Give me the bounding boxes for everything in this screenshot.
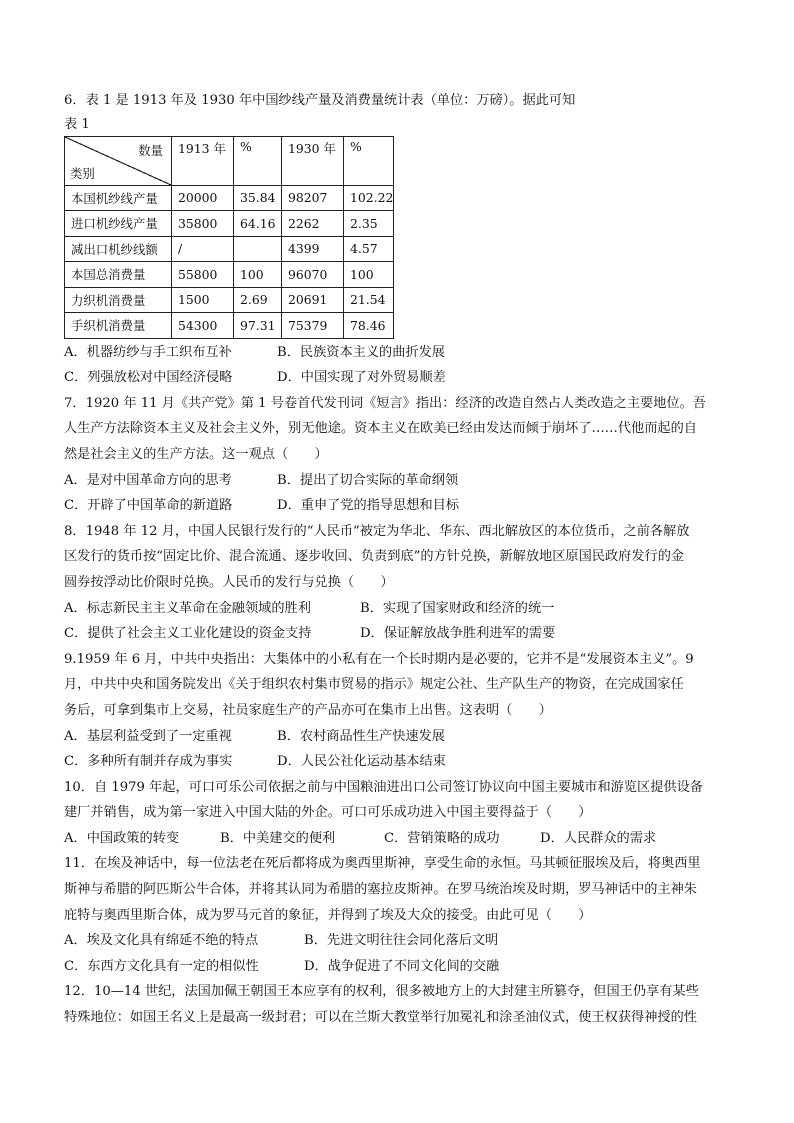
q11-option-c[interactable]: C．东西方文化具有一定的相似性 — [64, 958, 259, 974]
q9-option-a[interactable]: A．基层利益受到了一定重视 — [64, 728, 232, 744]
cell: 2.69 — [234, 287, 282, 313]
corner-label-quantity: 数量 — [138, 142, 163, 158]
table-row — [65, 236, 394, 262]
q10-options-row — [64, 826, 734, 852]
q6-stem: 6．表 1 是 1913 年及 1930 年中国纱线产量及消费量统计表（单位：万磅）。据此可知 — [64, 93, 576, 108]
q7-stem-line: 7．1920 年 11 月《共产党》第 1 号卷首代发刊词《短言》指出：经济的改造自然占人类改造之主要地位。吾 — [64, 395, 706, 411]
table-row — [65, 287, 394, 313]
q8-options-row2 — [64, 621, 734, 647]
exam-page — [64, 88, 734, 1031]
yarn-table — [64, 136, 394, 339]
q9-option-d[interactable]: D．人民公社化运动基本结束 — [277, 754, 446, 770]
cell: 98207 — [282, 185, 344, 211]
table-row — [65, 313, 394, 339]
cell: 100 — [344, 262, 394, 288]
table-row — [65, 185, 394, 211]
cell: 55800 — [172, 262, 234, 288]
cell: / — [172, 236, 234, 262]
q11-option-b[interactable]: B．先进文明往往会同化落后文明 — [304, 933, 499, 949]
row-label: 本国机纱线产量 — [65, 185, 172, 211]
row-label: 手织机消费量 — [65, 313, 172, 339]
q11-options-row1 — [64, 928, 734, 954]
cell: 78.46 — [344, 313, 394, 339]
q11-stem-line: 庇特与奥西里斯合体，成为罗马元首的象征，并得到了埃及大众的接受。由此可见（ ） — [64, 907, 592, 923]
header-1913: 1913 年 — [172, 136, 234, 185]
q6-options-row1 — [64, 340, 734, 366]
cell: 2262 — [282, 211, 344, 237]
q6-option-d[interactable]: D．中国实现了对外贸易顺差 — [277, 370, 446, 386]
q11-stem-line: 11．在埃及神话中，每一位法老在死后都将成为奥西里斯神，享受生命的永恒。马其顿征服埃及后，将奥西里 — [64, 856, 701, 872]
header-pct-1913: % — [234, 136, 282, 185]
q8-option-c[interactable]: C．提供了社会主义工业化建设的资金支持 — [64, 626, 312, 642]
header-pct-1930: % — [344, 136, 394, 185]
q7-option-b[interactable]: B．提出了切合实际的革命纲领 — [277, 472, 459, 488]
row-label: 进口机纱线产量 — [65, 211, 172, 237]
q8-stem-line: 区发行的货币按“固定比价、混合流通、逐步收回、负责到底”的方针兑换，新解放地区原国民政府发行的金 — [64, 549, 685, 565]
table-caption: 表 1 — [64, 116, 90, 132]
q10-option-c[interactable]: C．营销策略的成功 — [384, 830, 500, 846]
q7-options-row1 — [64, 468, 734, 494]
cell: 4399 — [282, 236, 344, 262]
q6-option-b[interactable]: B．民族资本主义的曲折发展 — [277, 344, 445, 360]
table-row — [65, 262, 394, 288]
q9-stem-line: 9.1959 年 6 月，中共中央指出：大集体中的小私有在一个长时期内是必要的，它并不是“发展资本主义”。9 — [64, 651, 694, 667]
cell: 54300 — [172, 313, 234, 339]
q6-option-a[interactable]: A．机器纺纱与手工织布互补 — [64, 344, 232, 360]
cell: 96070 — [282, 262, 344, 288]
q10-option-a[interactable]: A．中国政策的转变 — [64, 830, 180, 846]
table-row — [65, 211, 394, 237]
cell: 97.31 — [234, 313, 282, 339]
table-header-row — [65, 136, 394, 185]
q7-stem-line: 然是社会主义的生产方法。这一观点（ ） — [64, 446, 328, 462]
q11-stem-line: 斯神与希腊的阿匹斯公牛合体，并将其认同为希腊的塞拉皮斯神。在罗马统治埃及时期，罗马神话中的主神朱 — [64, 882, 697, 898]
q6-options-row2 — [64, 365, 734, 391]
cell: 2.35 — [344, 211, 394, 237]
q9-stem-line: 务后，可拿到集市上交易，社员家庭生产的产品亦可在集市上出售。这表明（ ） — [64, 702, 552, 718]
q9-options-row2 — [64, 749, 734, 775]
table-corner-cell — [65, 136, 172, 185]
q9-option-b[interactable]: B．农村商品性生产快速发展 — [277, 728, 445, 744]
cell: 35.84 — [234, 185, 282, 211]
q8-options-row1 — [64, 596, 734, 622]
cell: 35800 — [172, 211, 234, 237]
cell: 20000 — [172, 185, 234, 211]
q6-option-c[interactable]: C．列强放松对中国经济侵略 — [64, 370, 233, 386]
q7-option-a[interactable]: A．是对中国革命方向的思考 — [64, 472, 232, 488]
header-1930: 1930 年 — [282, 136, 344, 185]
cell: 4.57 — [344, 236, 394, 262]
q8-option-d[interactable]: D．保证解放战争胜利进军的需要 — [360, 626, 556, 642]
q10-option-b[interactable]: B．中美建交的便利 — [220, 830, 336, 846]
q9-options-row1 — [64, 724, 734, 750]
q11-options-row2 — [64, 954, 734, 980]
cell: 20691 — [282, 287, 344, 313]
q7-options-row2 — [64, 493, 734, 519]
q9-option-c[interactable]: C．多种所有制并存成为事实 — [64, 754, 233, 770]
q8-option-b[interactable]: B．实现了国家财政和经济的统一 — [360, 600, 555, 616]
q7-stem-line: 人生产方法除资本主义及社会主义外，别无他途。资本主义在欧美已经由发达而倾于崩坏了……代他而起的自 — [64, 421, 697, 437]
cell: 1500 — [172, 287, 234, 313]
q8-stem-line: 8．1948 年 12 月，中国人民银行发行的“人民币”被定为华北、华东、西北解放区的本位货币，之前各解放 — [64, 523, 690, 539]
cell: 21.54 — [344, 287, 394, 313]
q10-stem-line: 建厂并销售，成为第一家进入中国大陆的外企。可口可乐成功进入中国主要得益于（ ） — [64, 805, 592, 821]
q11-option-a[interactable]: A．埃及文化具有绵延不绝的特点 — [64, 933, 259, 949]
corner-label-category: 类别 — [70, 165, 95, 181]
q8-option-a[interactable]: A．标志新民主主义革命在金融领域的胜利 — [64, 600, 311, 616]
q12-stem-line: 特殊地位：如国王名义上是最高一级封君；可以在兰斯大教堂举行加冕礼和涂圣油仪式，使王权获得神授的性 — [64, 1010, 697, 1026]
q10-option-d[interactable]: D．人民群众的需求 — [540, 830, 657, 846]
q7-option-d[interactable]: D．重申了党的指导思想和目标 — [277, 498, 460, 514]
cell: 64.16 — [234, 211, 282, 237]
q9-stem-line: 月，中共中央和国务院发出《关于组织农村集市贸易的指示》规定公社、生产队生产的物资，在完成国家任 — [64, 677, 684, 693]
cell — [234, 236, 282, 262]
q11-option-d[interactable]: D．战争促进了不同文化间的交融 — [304, 958, 500, 974]
q7-option-c[interactable]: C．开辟了中国革命的新道路 — [64, 498, 233, 514]
row-label: 力织机消费量 — [65, 287, 172, 313]
cell: 102.22 — [344, 185, 394, 211]
q8-stem-line: 圆券按浮动比价限时兑换。人民币的发行与兑换（ ） — [64, 574, 394, 590]
row-label: 本国总消费量 — [65, 262, 172, 288]
row-label: 减出口机纱线额 — [65, 236, 172, 262]
q12-stem-line: 12．10—14 世纪，法国加佩王朝国王本应享有的权利，很多被地方上的大封建主所篡夺，但国王仍享有某些 — [64, 984, 699, 1000]
q10-stem-line: 10．自 1979 年起，可口可乐公司依据之前与中国粮油进出口公司签订协议向中国主要城市和游览区提供设备 — [64, 779, 703, 795]
cell: 100 — [234, 262, 282, 288]
cell: 75379 — [282, 313, 344, 339]
